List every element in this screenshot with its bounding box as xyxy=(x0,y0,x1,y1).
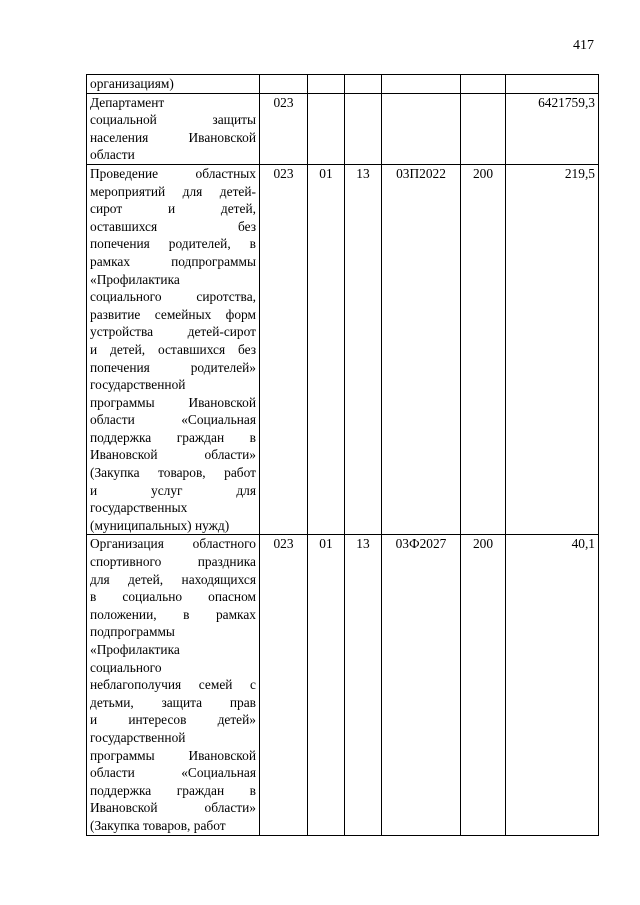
item-name-line: положении, в рамках xyxy=(90,606,256,622)
item-name-cell xyxy=(87,75,260,94)
item-name-cell xyxy=(87,164,260,534)
expense-type-cell xyxy=(461,75,506,94)
item-name-line: спортивного праздника xyxy=(90,554,256,570)
item-name-cell xyxy=(87,535,260,835)
section-code-cell xyxy=(308,93,345,164)
item-name-line: рамках подпрограммы xyxy=(90,253,256,269)
ved-code-cell: 023 xyxy=(260,164,308,534)
section-code-cell: 01 xyxy=(308,164,345,534)
item-name-line: социальной защиты xyxy=(90,112,256,128)
item-name-line: детьми, защита прав xyxy=(90,694,256,710)
subsection-code-cell xyxy=(345,93,382,164)
amount-cell: 6421759,3 xyxy=(506,93,599,164)
page-number: 417 xyxy=(573,38,594,53)
item-name-line: и интересов детей» xyxy=(90,712,256,728)
table-row xyxy=(87,93,599,164)
amount-cell xyxy=(506,75,599,94)
target-article-cell: 03П2022 xyxy=(382,164,461,534)
item-name-line: попечения родителей, в xyxy=(90,236,256,252)
expense-type-cell xyxy=(461,93,506,164)
item-name-line: попечения родителей» xyxy=(90,359,256,375)
item-name-line: населения Ивановской xyxy=(90,129,256,145)
expense-type-cell: 200 xyxy=(461,164,506,534)
table-row xyxy=(87,75,599,94)
item-name-line: Организация областного xyxy=(90,536,256,552)
item-name-line: поддержка граждан в xyxy=(90,429,256,445)
item-name-line: поддержка граждан в xyxy=(90,782,256,798)
item-name-line: для детей, находящихся xyxy=(90,571,256,587)
section-code-cell: 01 xyxy=(308,535,345,835)
ved-code-cell xyxy=(260,75,308,94)
item-name-line: (муниципальных) нужд) xyxy=(90,517,230,533)
target-article-cell xyxy=(382,93,461,164)
item-name-line: сирот и детей, xyxy=(90,201,256,217)
item-name-line: государственной xyxy=(90,377,186,393)
item-name-line: Проведение областных xyxy=(90,165,256,181)
item-name-line: устройства детей-сирот xyxy=(90,324,256,340)
table-row xyxy=(87,535,599,835)
ved-code-cell: 023 xyxy=(260,93,308,164)
item-name-line: Департамент xyxy=(90,94,165,110)
item-name-line: области «Социальная xyxy=(90,765,256,781)
subsection-code-cell: 13 xyxy=(345,535,382,835)
target-article-cell: 03Ф2027 xyxy=(382,535,461,835)
budget-table-body xyxy=(87,75,599,836)
item-name-line: (Закупка товаров, работ xyxy=(90,465,256,481)
expense-type-cell: 200 xyxy=(461,535,506,835)
item-name-line: социального xyxy=(90,659,162,675)
budget-table xyxy=(86,74,599,836)
subsection-code-cell: 13 xyxy=(345,164,382,534)
amount-cell: 219,5 xyxy=(506,164,599,534)
target-article-cell xyxy=(382,75,461,94)
item-name-line: программы Ивановской xyxy=(90,394,256,410)
item-name-line: области «Социальная xyxy=(90,412,256,428)
item-name-line: государственной xyxy=(90,729,186,745)
item-name-line: и услуг для xyxy=(90,482,256,498)
item-name-line: государственных xyxy=(90,500,188,516)
item-name-line: программы Ивановской xyxy=(90,747,256,763)
item-name-line: неблагополучия семей с xyxy=(90,677,256,693)
item-name-line: организациям) xyxy=(90,76,174,91)
item-name-line: социального сиротства, xyxy=(90,289,256,305)
item-name-line: (Закупка товаров, работ xyxy=(90,817,226,833)
subsection-code-cell xyxy=(345,75,382,94)
item-name-line: области xyxy=(90,147,135,163)
item-name-line: развитие семейных форм xyxy=(90,306,256,322)
item-name-line: «Профилактика xyxy=(90,642,180,657)
amount-cell: 40,1 xyxy=(506,535,599,835)
item-name-line: оставшихся без xyxy=(90,218,256,234)
item-name-line: Ивановской области» xyxy=(90,800,256,816)
item-name-line: Ивановской области» xyxy=(90,447,256,463)
item-name-line: в социально опасном xyxy=(90,589,256,605)
ved-code-cell: 023 xyxy=(260,535,308,835)
section-code-cell xyxy=(308,75,345,94)
item-name-line: «Профилактика xyxy=(90,271,180,287)
item-name-line: и детей, оставшихся без xyxy=(90,341,256,357)
item-name-line: мероприятий для детей- xyxy=(90,183,256,199)
table-row xyxy=(87,164,599,534)
item-name-cell xyxy=(87,93,260,164)
item-name-line: подпрограммы xyxy=(90,624,175,640)
